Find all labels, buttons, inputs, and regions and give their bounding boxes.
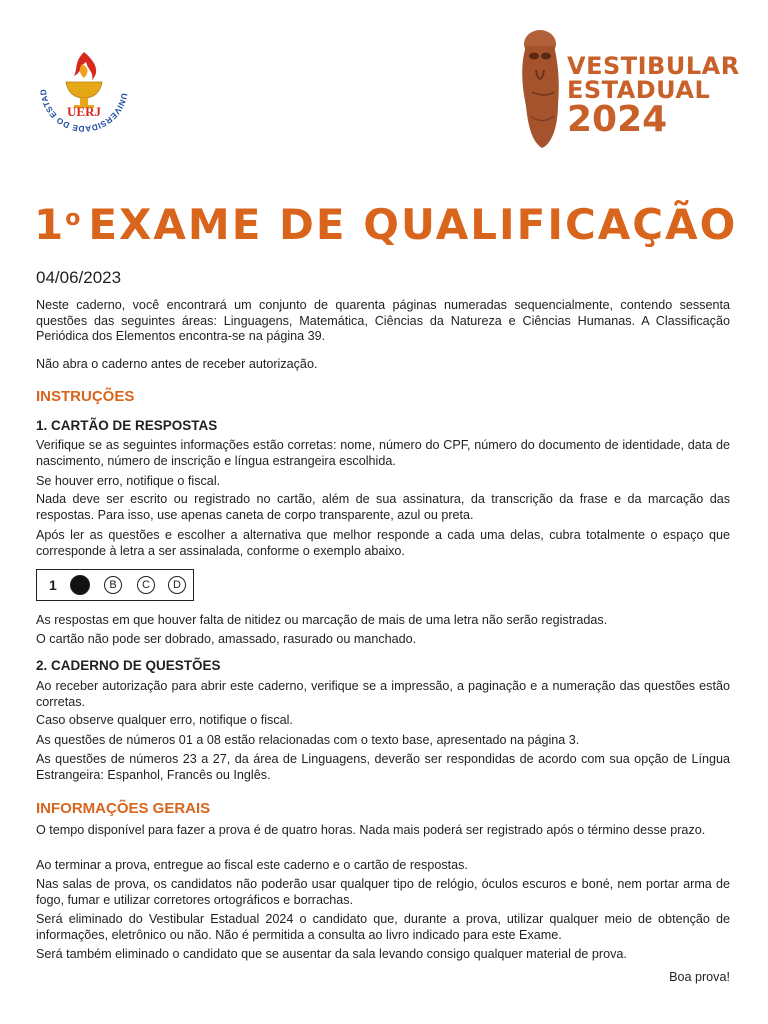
caderno-paragraph-1: Ao receber autorização para abrir este caderno, verifique se a impressão, a paginação e a numeração das questões estão corretas.: [36, 679, 730, 709]
statue-icon: [512, 26, 572, 152]
answer-example-number: 1: [49, 577, 57, 593]
page-title: [34, 200, 737, 249]
uerj-logo-text: UERJ: [67, 104, 101, 119]
caderno-heading: 2. CADERNO DE QUESTÕES: [36, 658, 221, 673]
answer-bubble-d: D: [168, 576, 186, 594]
intro-paragraph-1: Neste caderno, você encontrará um conjunto de quarenta páginas numeradas sequencialmente, contendo sessenta questões das seguintes áreas: Linguagens, Matemática, Ciências da Natureza e Ciências Humanas. A Classificação Periódica dos Elementos encontra-se na página 39.: [36, 298, 730, 344]
cartao-heading: 1. CARTÃO DE RESPOSTAS: [36, 418, 218, 433]
cartao-paragraph-6: O cartão não pode ser dobrado, amassado, rasurado ou manchado.: [36, 632, 417, 646]
cartao-paragraph-2: Se houver erro, notifique o fiscal.: [36, 474, 221, 488]
gerais-paragraph-3: Nas salas de prova, os candidatos não poderão usar qualquer tipo de relógio, óculos escuros e boné, nem portar arma de fogo, fumar e utilizar corretores ortográficos e borrachas.: [36, 877, 730, 907]
cartao-paragraph-1: Verifique se as seguintes informações estão corretas: nome, número do CPF, número do documento de identidade, data de nascimento, número de inscrição e língua estrangeira escolhida.: [36, 438, 730, 468]
intro-paragraph-2: Não abra o caderno antes de receber autorização.: [36, 357, 318, 371]
answer-example: [36, 569, 194, 601]
vestibular-year: 2024: [567, 99, 668, 140]
answer-bubble-a-filled: [70, 575, 90, 595]
title-text: EXAME DE QUALIFICAÇÃO: [88, 200, 738, 249]
cartao-paragraph-3: Nada deve ser escrito ou registrado no cartão, além de sua assinatura, da transcrição da frase e da marcação das respostas. Para isso, use apenas caneta de corpo transparente, azul ou preta.: [36, 492, 730, 522]
gerais-paragraph-4: Será eliminado do Vestibular Estadual 2024 o candidato que, durante a prova, utilizar qualquer meio de obtenção de informações, eletrônico ou não. Não é permitida a consulta ao livro indicado para este Exame.: [36, 912, 730, 942]
title-ordinal: o: [65, 206, 83, 231]
caderno-paragraph-4: As questões de números 23 a 27, da área de Linguagens, deverão ser respondidas de acordo com sua opção de Língua Estrangeira: Espanhol, Francês ou Inglês.: [36, 752, 730, 782]
gerais-paragraph-2: Ao terminar a prova, entregue ao fiscal este caderno e o cartão de respostas.: [36, 858, 468, 872]
closing-text: Boa prova!: [669, 970, 730, 984]
uerj-logo: [34, 38, 134, 138]
cartao-paragraph-5: As respostas em que houver falta de nitidez ou marcação de mais de uma letra não serão registradas.: [36, 613, 608, 627]
instrucoes-heading: INSTRUÇÕES: [36, 388, 135, 405]
uerj-ring-text: UNIVERSIDADE DO ESTAD: [37, 88, 130, 135]
cartao-paragraph-4: Após ler as questões e escolher a alternativa que melhor responde a cada uma delas, cubra totalmente o espaço que corresponde à letra a ser assinalada, conforme o exemplo abaixo.: [36, 528, 730, 558]
caderno-paragraph-2: Caso observe qualquer erro, notifique o fiscal.: [36, 713, 293, 727]
answer-bubble-b: B: [104, 576, 122, 594]
answer-bubble-c: C: [137, 576, 155, 594]
caderno-paragraph-3: As questões de números 01 a 08 estão relacionadas com o texto base, apresentado na página 3.: [36, 733, 580, 747]
gerais-heading: INFORMAÇÕES GERAIS: [36, 800, 211, 817]
title-number: 1: [34, 200, 66, 249]
vestibular-line2: ESTADUAL: [567, 76, 711, 104]
vestibular-line1: VESTIBULAR: [567, 52, 740, 80]
gerais-paragraph-1: O tempo disponível para fazer a prova é de quatro horas. Nada mais poderá ser registrado após o término desse prazo.: [36, 823, 706, 837]
exam-date: 04/06/2023: [36, 268, 122, 287]
gerais-paragraph-5: Será também eliminado o candidato que se ausentar da sala levando consigo qualquer material de prova.: [36, 947, 627, 961]
vestibular-wordmark: [567, 54, 740, 138]
